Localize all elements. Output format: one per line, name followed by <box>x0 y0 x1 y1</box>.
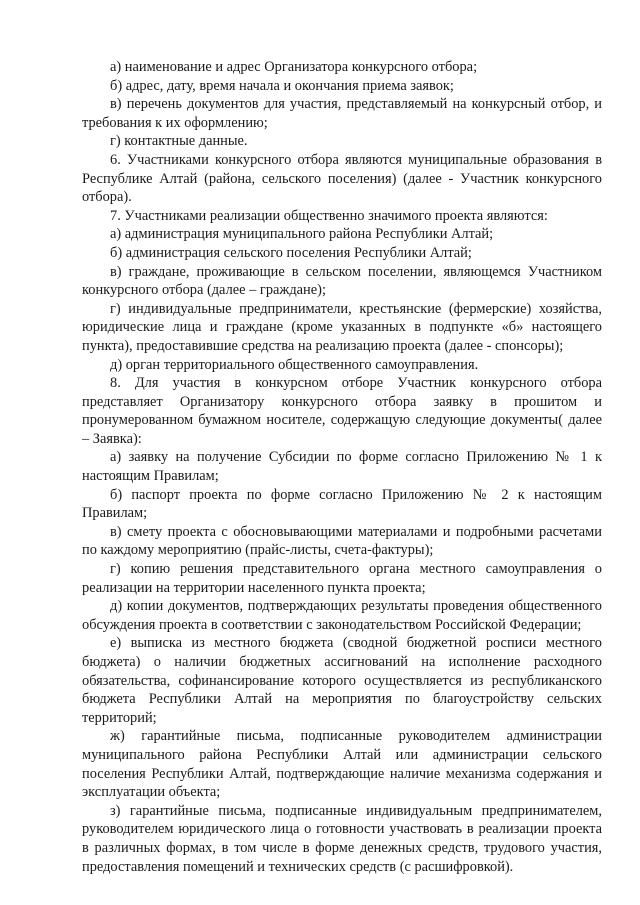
paragraph: в) смету проекта с обосновывающими материалами и подробными расчетами по каждому мероприятию (прайс-листы, счета-фактуры); <box>82 523 602 559</box>
paragraph: е) выписка из местного бюджета (сводной бюджетной росписи местного бюджета) о наличии бюджетных ассигнований на исполнение расходного обязательства, софинансирование которого осуществляется из республиканского бюджета Республики Алтай на мероприятия по благоустройству сельских территорий; <box>82 635 602 726</box>
paragraph: д) копии документов, подтверждающих результаты проведения общественного обсуждения проекта в соответствии с законодательством Российской Федерации; <box>82 598 602 633</box>
paragraph: з) гарантийные письма, подписанные индивидуальным предпринимателем, руководителем юридического лица о готовности участвовать в реализации проекта в различных формах, в том числе в форме денежных средств, трудового участия, предоставления помещений и технических средств (с расшифровкой). <box>82 802 602 875</box>
paragraph: 6. Участниками конкурсного отбора являются муниципальные образования в Республике Алтай (района, сельского поселения) (далее - Участник конкурсного отбора). <box>82 151 602 206</box>
paragraph: г) контактные данные. <box>110 133 248 150</box>
paragraph: ж) гарантийные письма, подписанные руководителем администрации муниципального района Республики Алтай или администрации сельского поселения Республики Алтай, подтверждающие наличие механизма содержания и эксплуатации объекта; <box>82 728 602 801</box>
paragraph: в) перечень документов для участия, представляемый на конкурсный отбор, и требования к их оформлению; <box>82 96 602 131</box>
paragraph: а) наименование и адрес Организатора конкурсного отбора; <box>110 59 478 75</box>
paragraph: б) паспорт проекта по форме согласно Приложению № 2 к настоящим Правилам; <box>82 486 602 522</box>
paragraph: г) индивидуальные предприниматели, крестьянские (фермерские) хозяйства, юридические лица и граждане (кроме указанных в подпункте «б» настоящего пункта), предоставившие средства на реализацию проекта (далее - спонсоры); <box>82 300 602 354</box>
paragraph: 7. Участниками реализации общественно значимого проекта являются: <box>110 207 548 224</box>
paragraph: а) заявку на получение Субсидии по форме согласно Приложению № 1 к настоящим Правилам; <box>82 449 602 485</box>
paragraph: 8. Для участия в конкурсном отборе Участник конкурсного отбора представляет Организатору конкурсного отбора заявку в прошитом и пронумерованном бумажном носителе, содержащую следующие документы( далее – Заявка): <box>82 375 602 447</box>
paragraph: г) копию решения представительного органа местного самоуправления о реализации на территории населенного пункта проекта; <box>82 561 602 596</box>
document-body <box>82 58 602 876</box>
paragraph: а) администрация муниципального района Республики Алтай; <box>110 226 494 243</box>
paragraph: б) адрес, дату, время начала и окончания приема заявок; <box>110 77 454 94</box>
paragraph: д) орган территориального общественного самоуправления. <box>110 356 479 373</box>
paragraph: б) администрация сельского поселения Республики Алтай; <box>110 244 472 261</box>
paragraph: в) граждане, проживающие в сельском поселении, являющемся Участником конкурсного отбора (далее – граждане); <box>82 263 602 299</box>
